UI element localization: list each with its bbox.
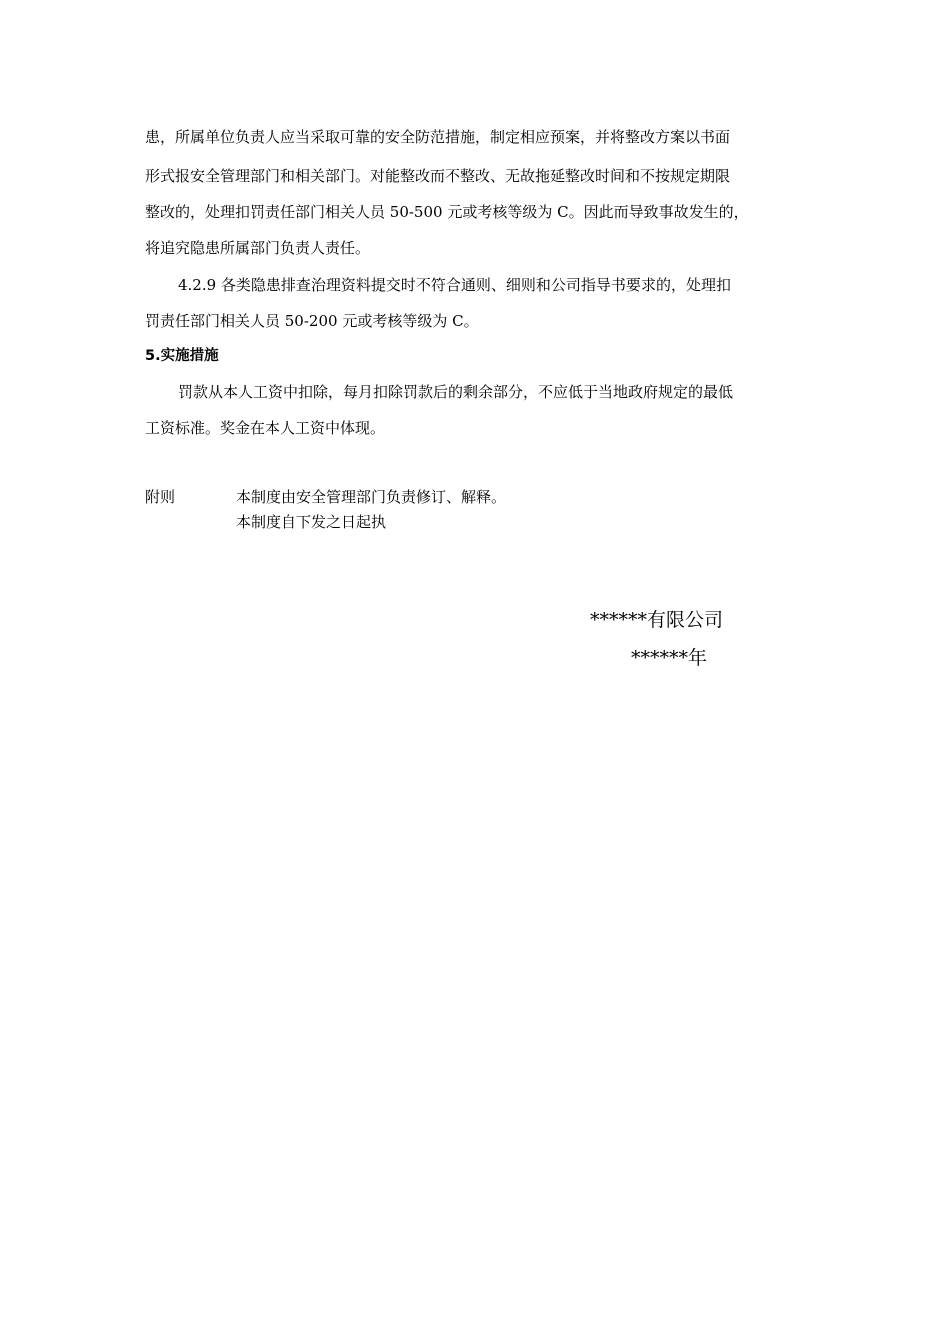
clause-line: 4.2.9 各类隐患排查治理资料提交时不符合通则、细则和公司指导书要求的，处理扣	[178, 276, 731, 294]
paragraph-line: 整改的，处理扣罚责任部门相关人员 50-500 元或考核等级为 C。因此而导致事故发生的，	[145, 203, 749, 221]
paragraph-line: 患，所属单位负责人应当采取可靠的安全防范措施，制定相应预案，并将整改方案以书面	[145, 128, 731, 146]
signature-year: ******年	[631, 647, 708, 669]
company-name: ******有限公司	[590, 609, 724, 631]
appendix-label: 附则	[145, 488, 176, 506]
appendix-line: 本制度由安全管理部门负责修订、解释。	[236, 488, 507, 506]
section-line: 工资标准。奖金在本人工资中体现。	[145, 419, 386, 437]
appendix-line: 本制度自下发之日起执	[236, 513, 387, 531]
paragraph-line: 形式报安全管理部门和相关部门。对能整改而不整改、无故拖延整改时间和不按规定期限	[145, 167, 731, 185]
paragraph-line: 将追究隐患所属部门负责人责任。	[145, 239, 371, 257]
section-heading: 5.实施措施	[145, 348, 219, 364]
section-line: 罚款从本人工资中扣除，每月扣除罚款后的剩余部分，不应低于当地政府规定的最低	[178, 383, 734, 401]
clause-line: 罚责任部门相关人员 50-200 元或考核等级为 C。	[145, 312, 479, 330]
